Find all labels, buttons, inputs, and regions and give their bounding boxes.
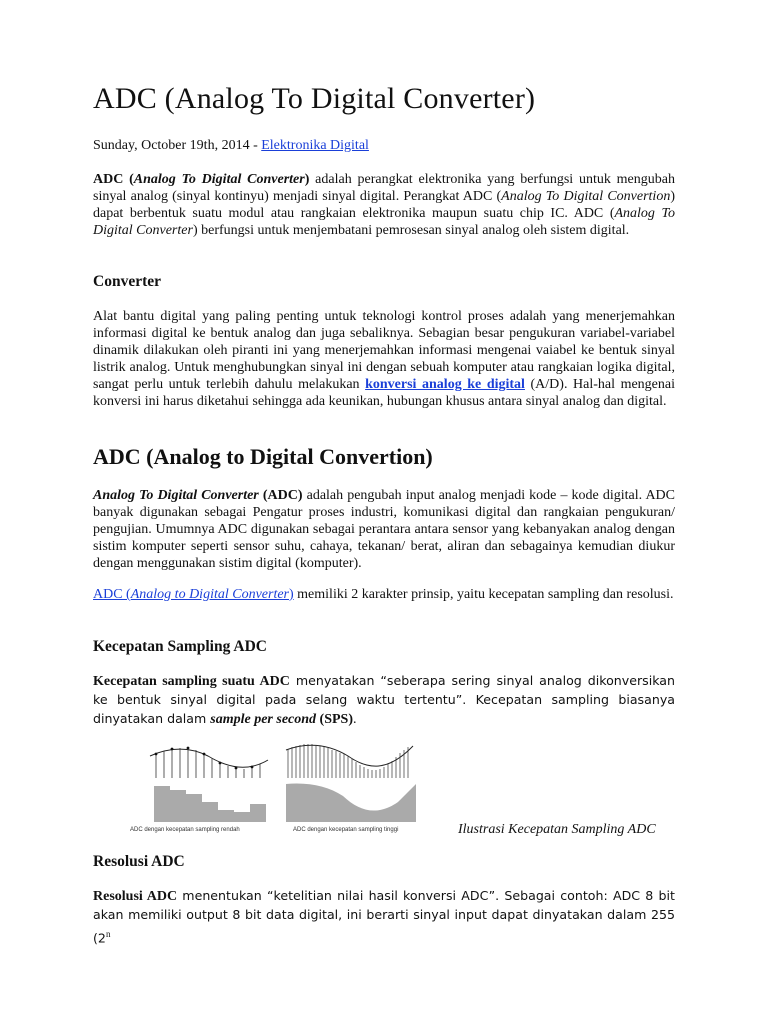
intro-bold: ADC ( — [93, 172, 134, 187]
caption-high: ADC dengan kecepatan sampling tinggi — [293, 827, 399, 833]
konversi-link[interactable]: konversi analog ke digital — [365, 377, 525, 392]
caption-low: ADC dengan kecepatan sampling rendah — [130, 827, 240, 833]
intro-italic-2: Analog To Digital Converter — [93, 206, 675, 238]
adc-link-open: ADC ( — [93, 587, 131, 602]
post-date: Sunday, October 19th, 2014 - — [93, 138, 262, 153]
intro-text-1: adalah perangkat elektronika yang berfungsi untuk mengubah sinyal analog (sinyal kontinyu) menjadi sinyal digital. Perangkat ADC ( — [93, 172, 675, 204]
sampling-bold-2: (SPS) — [316, 712, 353, 727]
sampling-text: menyatakan “seberapa sering sinyal analog dikonversikan ke bentuk sinyal digital pada selang waktu tertentu”. Kecepatan sampling biasanya dinyatakan dalam — [93, 673, 675, 726]
heading-adc: ADC (Analog to Digital Convertion) — [93, 444, 433, 469]
sampling-paragraph — [93, 672, 675, 729]
adc-text: adalah pengubah input analog menjadi kode – kode digital. ADC banyak digunakan sebagai Pengatur proses industri, komunikasi digital dan rangkaian pengukuran/ pengujian. Umumnya ADC digunakan sebagai perantara antara sensor yang kebanyakan analog dengan sistim komputer seperti sensor suhu, cahaya, tekanan/ berat, aliran dan sebagainya kemudian diukur dengan menggunakan sistim digital (komputer). — [93, 488, 676, 571]
adc-bold: (ADC) — [258, 488, 303, 503]
adc-bold-italic: Analog To Digital Converter — [93, 488, 259, 503]
sampling-bold: Kecepatan sampling suatu ADC — [93, 674, 290, 689]
intro-text-2: ) dapat berbentuk suatu modul atau rangkaian elektronika maupun suatu chip IC. ADC ( — [93, 189, 675, 221]
category-link[interactable]: Elektronika Digital — [261, 138, 369, 153]
intro-bold-end: ) — [304, 172, 310, 187]
adc-link-italic: Analog to Digital Converter — [130, 587, 289, 602]
low-sampling-plot — [130, 747, 268, 833]
intro-text-3: ) berfungsi untuk menjembatani pemrosesan sinyal analog oleh sistem digital. — [192, 223, 630, 238]
high-sampling-plot — [286, 744, 416, 833]
resolusi-sup: n — [105, 929, 111, 939]
figure-caption: Ilustrasi Kecepatan Sampling ADC — [458, 822, 656, 837]
adc-link-close: ) — [289, 587, 294, 602]
converter-text-1: Alat bantu digital yang paling penting untuk teknologi kontrol proses adalah yang menerjemahkan informasi digital ke bentuk analog dan juga sebaliknya. Sebagian besar pengukuran variabel-variabel dinamik dilakukan oleh piranti ini yang menerjemahkan informasi mengenai vaiabel ke bentuk sinyal listrik analog. Untuk menghubungkan sinyal ini dengan sebuah komputer atau rangkaian logika digital, sangat perlu untuk terlebih dahulu melakukan — [93, 309, 675, 392]
converter-paragraph — [93, 308, 675, 410]
resolusi-text: menentukan “ketelitian nilai hasil konversi ADC”. Sebagai contoh: ADC 8 bit akan memiliki output 8 bit data digital, ini berarti sinyal input dapat dinyatakan dalam 255 (2 — [93, 888, 675, 946]
page-title: ADC (Analog To Digital Converter) — [93, 82, 536, 115]
intro-italic-1: Analog To Digital Convertion — [501, 189, 671, 204]
adc-paragraph — [93, 487, 675, 572]
resolusi-paragraph — [93, 887, 675, 949]
sampling-illustration — [128, 738, 428, 838]
heading-converter: Converter — [93, 273, 161, 290]
adc-link[interactable] — [93, 587, 294, 602]
sampling-bold-italic: sample per second — [210, 712, 317, 727]
resolusi-bold: Resolusi ADC — [93, 889, 178, 904]
post-meta — [93, 138, 369, 154]
converter-text-2: (A/D). Hal-hal mengenai konversi ini harus diketahui sehingga ada keunikan, hubungan khusus antara sinyal analog dan digital. — [93, 377, 675, 409]
adc2-text: memiliki 2 karakter prinsip, yaitu kecepatan sampling dan resolusi. — [293, 587, 674, 602]
sampling-end: . — [353, 712, 357, 727]
intro-paragraph — [93, 171, 675, 239]
adc2-paragraph — [93, 586, 675, 603]
intro-bold-italic: Analog To Digital Converter — [133, 172, 305, 187]
sampling-figure — [128, 738, 688, 838]
heading-resolusi: Resolusi ADC — [93, 853, 185, 870]
heading-sampling: Kecepatan Sampling ADC — [93, 638, 267, 655]
